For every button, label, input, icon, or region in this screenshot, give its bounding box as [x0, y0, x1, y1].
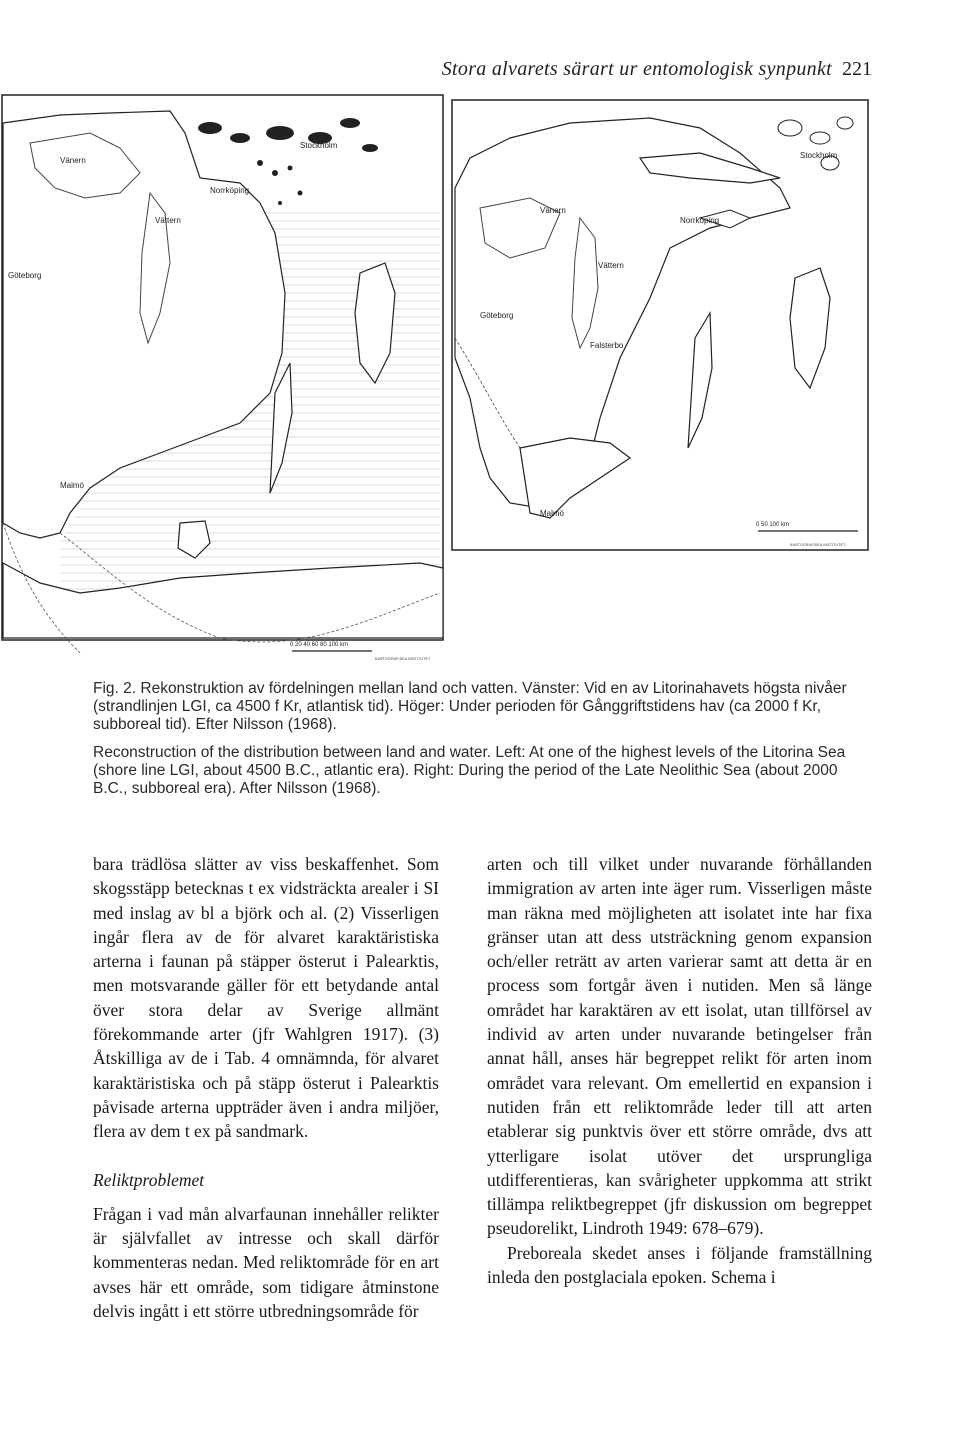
right-paragraph-2: Preboreala skedet anses i följande framställning inleda den postglaciala epoken. Schema i — [487, 1242, 872, 1288]
figure-caption-swedish: Fig. 2. Rekonstruktion av fördelningen mellan land och vatten. Vänster: Vid en av Litorinahavets högsta nivåer (strandlinjen LGI, ca 4500 f Kr, atlantisk tid). Höger: Under perioden för Gånggriftstidens hav (ca 2000 f Kr, subboreal tid). Efter Nilsson (1968). — [93, 680, 847, 733]
right-map-label-vattern: Vättern — [598, 261, 624, 270]
left-paragraph-1: bara trädlösa slätter av viss beskaffenhet. Som skogsstäpp betecknas t ex vidsträckta arealer i SI med inslag av bl a björk och al. (2) Visserligen ingår flera av de för alvaret karaktäristiska arterna i faunan på stäpper österut i Palearktis, men motsvarande gäller för ett betydande antal över stora delar av Sverige allmänt förekommande arter (jfr Wahlgren 1917). (3) Åtskilliga av de i Tab. 4 omnämnda, för alvaret karaktäristiska och på stäpp österut i Palearktis påvisade arterna uppträder även i andra miljöer, flera av dem t ex på sandmark. — [93, 854, 439, 1142]
left-map — [0, 93, 445, 663]
left-map-label-malmo: Malmö — [60, 481, 85, 490]
figure-caption-english: Reconstruction of the distribution between land and water. Left: At one of the highest levels of the Litorina Sea (shore line LGI, about 4500 B.C., atlantic era). Right: During the period of the Late Neolithic Sea (about 2000 B.C., subboreal era). After Nilsson (1968). — [93, 744, 846, 797]
right-map-label-falsterbo: Falsterbo — [590, 341, 624, 350]
right-map — [450, 98, 870, 560]
right-map-image — [450, 98, 870, 560]
right-paragraph-1: arten och till vilket under nuvarande förhållanden immigration av arten inte äger rum. Visserligen måste man räkna med möjligheten att isolatet inte har fixa gränser utan att dess utsträckning genom expansion och/eller reträtt av arten varierar samt att detta är en process som fortgår även i nutiden. Men så länge området har karaktären av ett isolat, utan tillförsel av individ av arten under nuvarande betingelser från annat håll, anses här begreppet relikt för arten inom området vara relevant. Om emellertid en expansion i nutiden från ett reliktområde leder till att arten etablerar sig punktvis över ett större område, dvs att ytterligare isolat utöver det ursprungliga utdifferentieras, kan svårigheter uppkomma att strikt tillämpa reliktbegreppet (jfr diskussion om begreppet pseudorelikt, Lindroth 1949: 678–679). — [487, 854, 872, 1239]
right-map-credit: KARTOGRAFISKA INSTITUTET — [790, 543, 846, 547]
running-head — [0, 58, 960, 88]
right-map-label-malmo: Malmö — [540, 509, 565, 518]
left-map-image — [0, 93, 445, 663]
left-map-label-vattern: Vättern — [155, 216, 181, 225]
right-map-label-norrkoping: Norrköping — [680, 216, 720, 225]
figure-2 — [0, 88, 960, 668]
left-map-label-goteborg: Göteborg — [8, 271, 42, 280]
running-title: Stora alvarets särart ur entomologisk synpunkt — [441, 58, 832, 80]
right-map-label-stockholm: Stockholm — [800, 151, 838, 160]
left-map-scale: 0 20 40 60 80 100 km — [290, 642, 349, 648]
body-right-column — [487, 852, 872, 1289]
left-map-credit: KARTOGRAFISKA INSTITUTET — [375, 657, 431, 661]
left-map-label-stockholm: Stockholm — [300, 141, 338, 150]
right-map-label-vanern: Vänern — [540, 206, 566, 215]
left-map-label-vanern: Vänern — [60, 156, 86, 165]
left-paragraph-2: Frågan i vad mån alvarfaunan innehåller relikter är självfallet av intresse och skall därför kommenteras nedan. Med reliktområde för en art avses här ett område, som tidigare åtminstone delvis ingått i ett större utbredningsområde för — [93, 1203, 439, 1322]
right-map-scale: 0 50 100 km — [756, 522, 790, 528]
section-heading-reliktproblemet: Reliktproblemet — [93, 1169, 205, 1190]
left-map-label-norrkoping: Norrköping — [210, 186, 250, 195]
right-map-label-goteborg: Göteborg — [480, 311, 514, 320]
body-left-column — [93, 852, 439, 1323]
page-number: 221 — [842, 58, 872, 80]
